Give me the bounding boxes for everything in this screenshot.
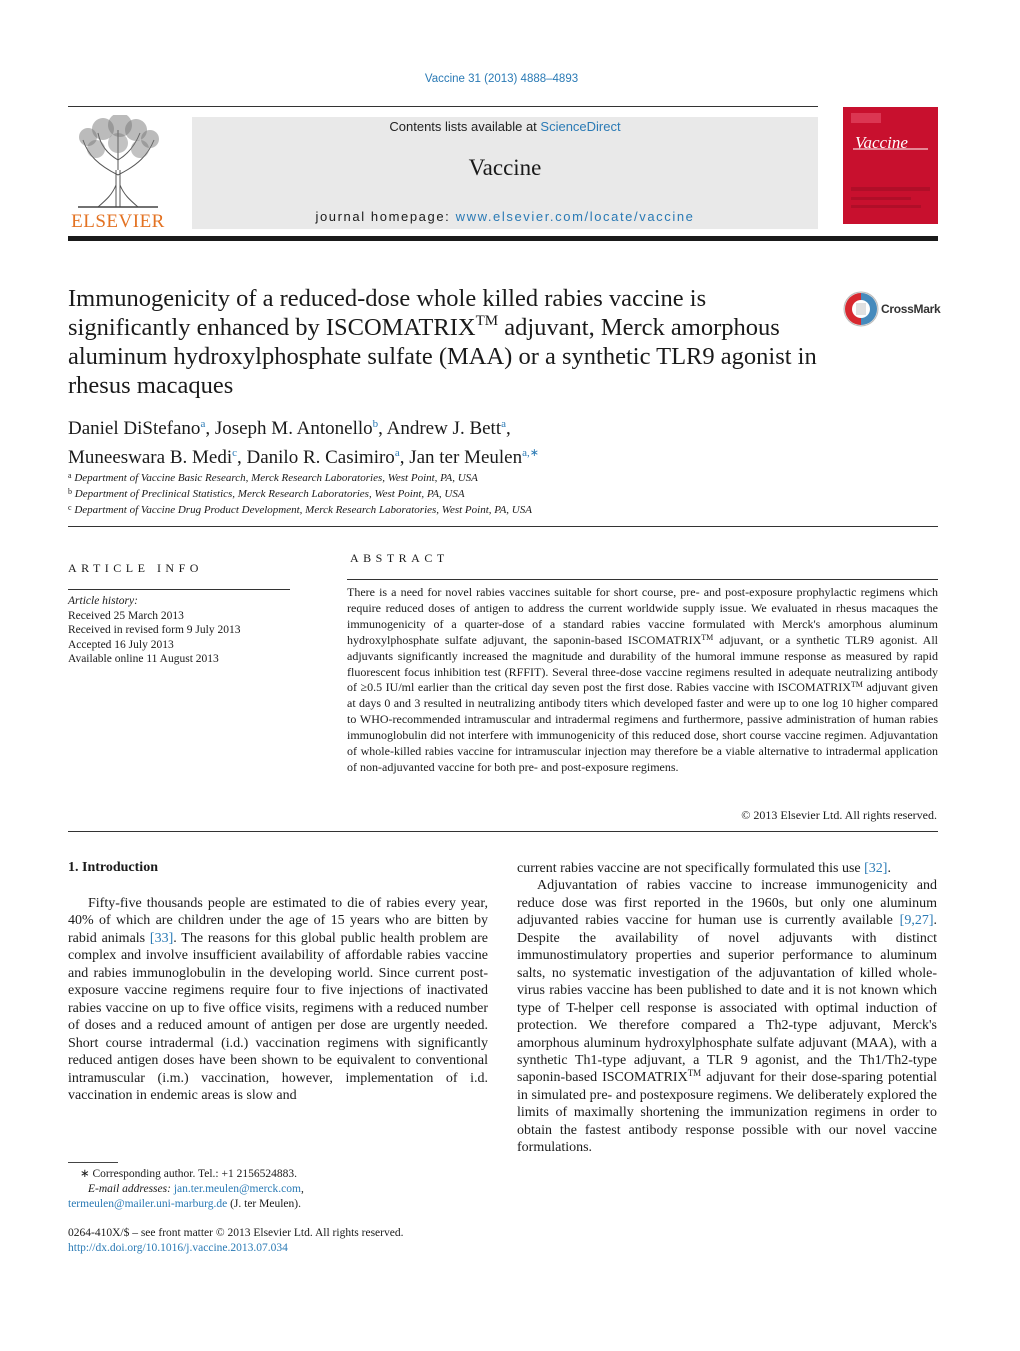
author[interactable]: [215, 418, 387, 439]
history-label: Article history:: [68, 595, 138, 607]
abstract-heading: ABSTRACT: [350, 551, 449, 565]
author-name: Daniel DiStefano: [68, 418, 201, 439]
reference-link[interactable]: [32]: [864, 861, 888, 876]
author-affil-marker[interactable]: a: [501, 418, 506, 430]
history-online: Available online 11 August 2013: [68, 653, 219, 665]
paragraph-text: adjuvant for their dose-sparing potential in simulated pre- and postexposure regimens. We deliberately explored the limits of maximally shortening the immunization regimens in order to obtain the fastest antibody response possible with our novel vaccine formulations.: [517, 1070, 938, 1156]
abstract-part: adjuvant given at days 0 and 3 resulted in neutralizing antibody titers which developed faster and were up to one log 10 higher compared to WHO-recommended intramuscular and intradermal regimens and furthermore, passive administration of human rabies immunoglobulin did not interfere with immunogenicity of this reduced dose, short course vaccine regimen. Adjuvantation of whole-killed rabies vaccine for intramuscular injection may therefore be a viable alternative to intradermal application of non-adjuvanted vaccine for both pre- and post-exposure regimens.: [347, 680, 938, 774]
body-paragraph: [517, 877, 937, 1156]
author-list: [68, 412, 828, 470]
contents-prefix: Contents lists available at: [389, 119, 541, 134]
affiliation: [68, 501, 828, 517]
journal-name: Vaccine: [468, 155, 542, 180]
author[interactable]: [68, 447, 247, 468]
author-separator: ,: [205, 418, 215, 439]
body-column-right: [517, 860, 937, 1157]
email-link[interactable]: jan.ter.meulen@merck.com: [173, 1183, 301, 1195]
doi-link[interactable]: http://dx.doi.org/10.1016/j.vaccine.2013.07.034: [68, 1242, 288, 1254]
corresponding-author-footnote: [68, 1167, 488, 1212]
abstract-rule: [347, 579, 938, 580]
crossmark-icon: [843, 290, 879, 328]
author-affil-marker[interactable]: b: [372, 418, 379, 430]
paragraph-text: . Despite the availability of novel adjuvants with distinct immunostimulatory properties and superior performance to aluminum salts, no systematic investigation of the adjuvantation of killed whole-virus rabies vaccine has been published to date and it is not known which type of T-helper cell response is associated with optimal induction of protection. We therefore compared a Th2-type adjuvant, Merck's amorphous aluminum hydroxylphosphate sulfate adjuvant (MAA), with a synthetic Th1-type adjuvant, a TLR 9 agonist, and the Th1/Th2-type saponin-based ISCOMATRIX: [517, 913, 937, 1086]
introduction-heading: 1. Introduction: [68, 860, 158, 875]
author-separator: ,: [506, 418, 511, 439]
author-affil-marker[interactable]: c: [232, 447, 237, 459]
paragraph-text: Adjuvantation of rabies vaccine to increase immunogenicity and reduce dose was first reported in the 1960s, but only one aluminum adjuvanted rabies vaccine for human use is currently available: [517, 878, 937, 929]
body-paragraph: [68, 895, 488, 1104]
author-affil-marker[interactable]: a,∗: [522, 447, 539, 459]
affiliation-text: Department of Vaccine Drug Product Development, Merck Research Laboratories, West Point, PA, USA: [74, 504, 532, 516]
journal-cover[interactable]: [843, 107, 938, 224]
crossmark-badge[interactable]: [843, 290, 943, 332]
title-trademark: TM: [475, 313, 499, 329]
body-paragraph: [517, 860, 937, 877]
journal-citation[interactable]: Vaccine 31 (2013) 4888–4893: [424, 73, 579, 85]
affiliation-marker: b: [68, 487, 72, 496]
affiliation-marker: a: [68, 471, 72, 480]
affiliation-marker: c: [68, 503, 72, 512]
email-link[interactable]: termeulen@mailer.uni-marburg.de: [68, 1198, 228, 1210]
trademark-mark: TM: [687, 1068, 702, 1079]
affiliation: [68, 485, 828, 501]
homepage-link[interactable]: www.elsevier.com/locate/vaccine: [455, 209, 695, 224]
author-name: Muneeswara B. Medi: [68, 447, 233, 468]
reference-link[interactable]: [33]: [149, 930, 174, 946]
corresponding-author: ∗ Corresponding author. Tel.: +1 2156524883.: [80, 1168, 297, 1180]
article-info-rule: [68, 589, 290, 590]
title-part-2: adjuvant, Merck amorphous aluminum hydroxylphosphate sulfate (MAA) or a synthetic TLR9 agonist in rhesus macaques: [68, 314, 817, 399]
elsevier-logo: [68, 115, 178, 233]
affiliations: [68, 469, 828, 517]
abstract-part: There is a need for novel rabies vaccines suitable for short course, pre- and post-exposure prophylactic regimens which require reduced doses of antigen to address the current worldwide supply issue. We evaluated in rhesus macaques the immunogenicity of a quarter-dose of a standard rabies vaccine formulated with Merck's amorphous aluminum hydroxylphosphate sulfate adjuvant, the saponin-based ISCOMATRIX: [347, 585, 938, 647]
author-separator: ,: [378, 418, 387, 439]
email-label: E-mail addresses:: [88, 1183, 174, 1195]
elsevier-tree-icon: [68, 115, 168, 210]
article-title: [68, 284, 823, 400]
email-line: [68, 1182, 488, 1197]
author-separator: ,: [237, 447, 247, 468]
author-name: Andrew J. Bett: [386, 418, 502, 439]
author[interactable]: [409, 447, 539, 468]
email-line-2: [68, 1197, 488, 1212]
cover-art-icon: [843, 107, 938, 224]
issn-block: [68, 1226, 488, 1256]
history-received: Received 25 March 2013: [68, 609, 184, 622]
paragraph-text: . The reasons for this global public health problem are complex and involve insufficient availability of affordable rabies vaccine and rabies immunoglobulin in the developing world. Since current post-exposure vaccine regimens require four to five injections of inactivated rabies vaccine on up to five office visits, regimens with a reduced number of doses and a reduced amount of antigen per dose are urgently needed. Short course intradermal (i.d.) vaccination regimens with significantly reduced antigen doses have been shown to be equivalent to conventional intramuscular (i.m.) vaccination, however, implementation of i.d. vaccination in endemic areas is slow and: [68, 930, 488, 1103]
reference-link[interactable]: [9,27]: [899, 913, 934, 929]
trademark-mark: TM: [701, 632, 714, 642]
affiliation-text: Department of Vaccine Basic Research, Merck Research Laboratories, West Point, PA, USA: [74, 472, 478, 484]
article-history: [68, 594, 298, 667]
author-affil-marker[interactable]: a: [394, 447, 400, 459]
trademark-mark: TM: [850, 680, 863, 690]
header-bottom-rule: [68, 236, 938, 241]
abstract-bottom-rule: [68, 831, 938, 832]
author[interactable]: [68, 418, 215, 439]
author-affil-marker[interactable]: a: [200, 418, 206, 430]
contents-line: [192, 119, 818, 134]
paragraph-text: Fifty-five thousands people are estimated to die of rabies every year, 40% of which are children under the age of 15 years who are bitten by rabid animals: [68, 896, 488, 946]
affiliation: [68, 469, 828, 485]
author-name: Joseph M. Antonello: [214, 418, 373, 439]
author[interactable]: [247, 447, 410, 468]
abstract-part: adjuvant, or a synthetic TLR9 agonist. All adjuvants significantly increased the magnitude and durability of the humoral immune response as measured by rapid fluorescent focus inhibition test (RFFIT). Several three-dose vaccine regimens resulted in adequate neutralizing antibody of ≥0.5 IU/ml earlier than the critical day seven post the first dose. Rabies vaccine with ISCOMATRIX: [347, 632, 938, 695]
sciencedirect-link[interactable]: ScienceDirect: [540, 119, 621, 134]
author-name: Jan ter Meulen: [409, 447, 523, 468]
paragraph-text: current rabies vaccine are not specifically formulated this use: [517, 861, 865, 876]
abstract-text: [347, 585, 938, 776]
article-info-heading: ARTICLE INFO: [68, 561, 203, 575]
title-part-1: Immunogenicity of a reduced-dose whole killed rabies vaccine is significantly enhanced by ISCOMATRIX: [68, 285, 707, 341]
affiliations-rule: [68, 526, 938, 527]
homepage-prefix: journal homepage:: [315, 209, 456, 224]
history-revised: Received in revised form 9 July 2013: [68, 624, 241, 636]
homepage-line: [192, 209, 818, 224]
body-column-left: [68, 895, 488, 1104]
email-separator: ,: [300, 1183, 304, 1195]
affiliation-text: Department of Preclinical Statistics, Merck Research Laboratories, West Point, PA, USA: [74, 488, 465, 500]
cover-title: Vaccine: [855, 133, 908, 152]
crossmark-label: CrossMark: [881, 302, 941, 316]
journal-header: [192, 117, 818, 229]
header-top-rule: [68, 106, 818, 107]
issn-line: 0264-410X/$ – see front matter © 2013 Elsevier Ltd. All rights reserved.: [68, 1227, 404, 1239]
email-owner: (J. ter Meulen).: [227, 1198, 301, 1210]
abstract-copyright: © 2013 Elsevier Ltd. All rights reserved.: [741, 808, 937, 822]
author-separator: ,: [399, 447, 410, 468]
paragraph-text: .: [887, 861, 891, 876]
footnote-rule: [68, 1162, 118, 1163]
history-accepted: Accepted 16 July 2013: [68, 638, 174, 651]
author-name: Danilo R. Casimiro: [246, 447, 395, 468]
elsevier-wordmark: ELSEVIER: [71, 211, 165, 232]
author[interactable]: [387, 418, 511, 439]
